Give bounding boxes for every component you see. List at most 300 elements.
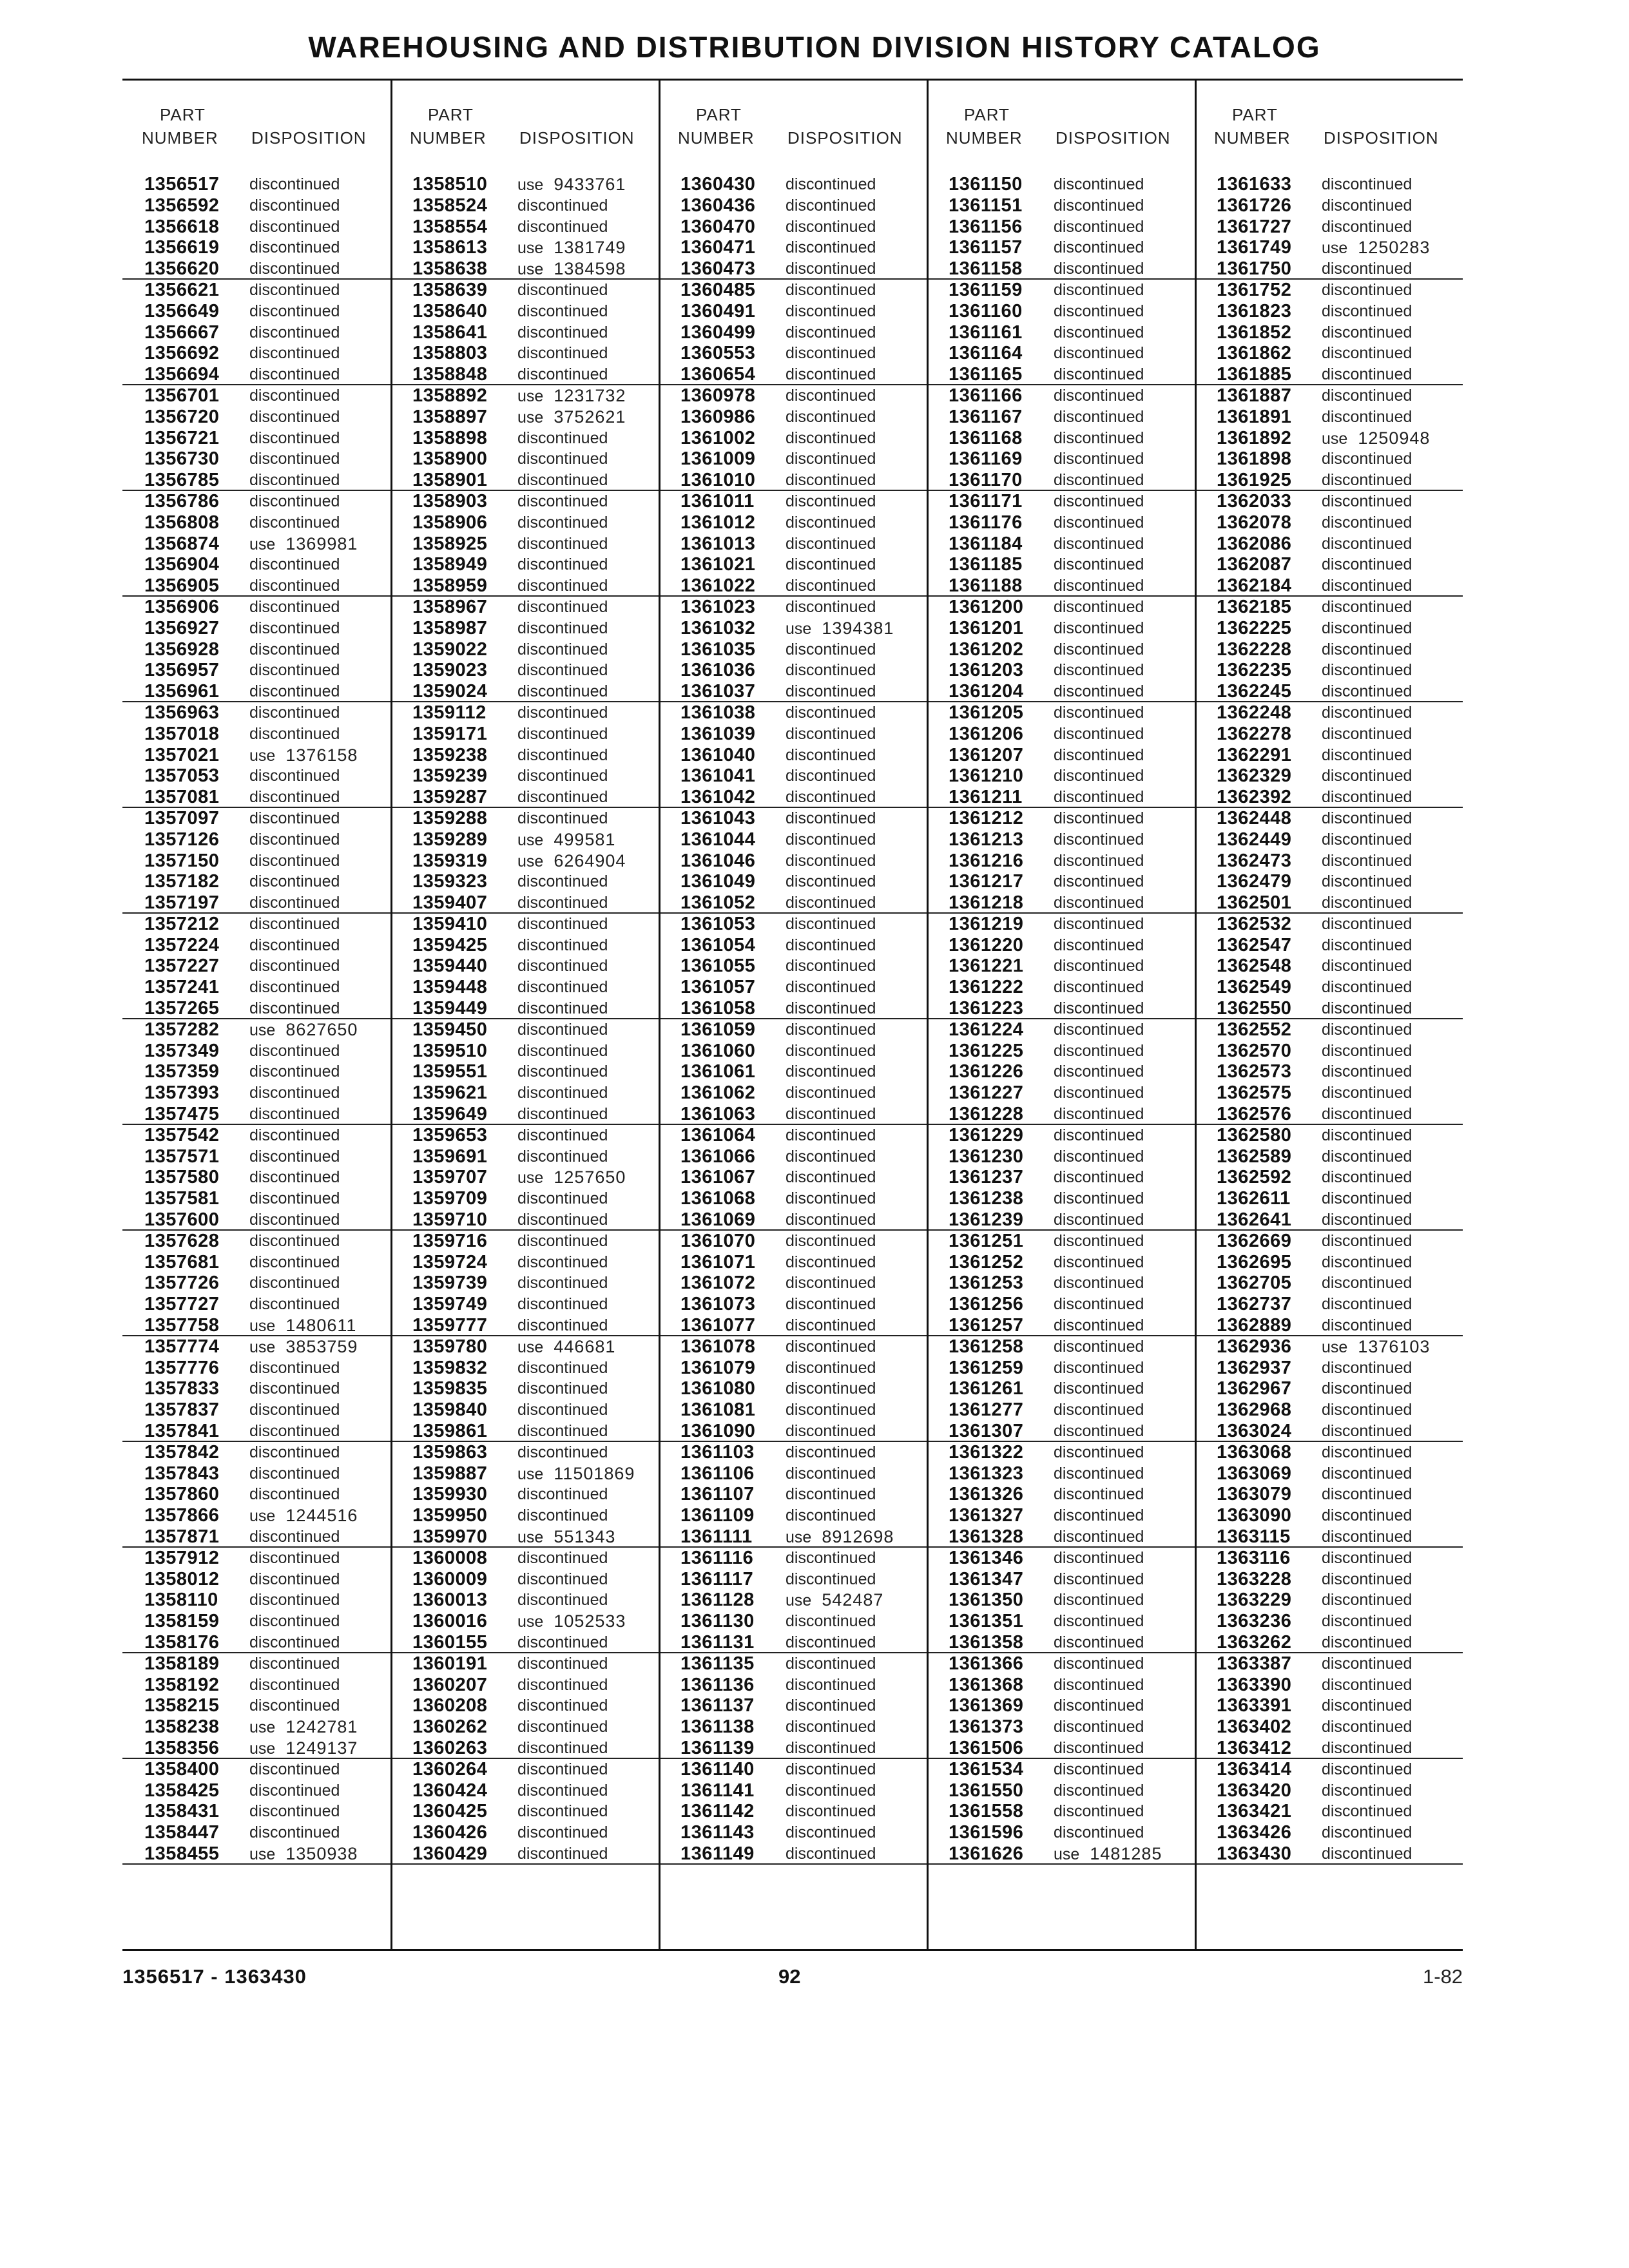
disposition: discontinued	[249, 1084, 340, 1102]
table-row	[122, 1104, 390, 1125]
footer-part-range: 1356517 - 1363430	[122, 1965, 307, 1988]
table-row	[122, 1252, 390, 1273]
part-number: 1361066	[680, 1146, 756, 1167]
part-number: 1361218	[949, 892, 1024, 914]
table-row	[659, 216, 927, 238]
replacement-part-number: 3853759	[285, 1336, 358, 1356]
part-number: 1363262	[1217, 1631, 1292, 1653]
disposition: discontinued	[249, 682, 340, 701]
disposition: discontinued	[1054, 407, 1144, 426]
table-row	[659, 470, 927, 491]
disposition: discontinued	[517, 1654, 608, 1673]
disposition: discontinued	[786, 1823, 876, 1842]
replacement-part-number: 446681	[554, 1336, 616, 1356]
table-row	[927, 575, 1195, 597]
disposition: discontinued	[786, 724, 876, 743]
part-number: 1356620	[144, 258, 220, 280]
table-row	[390, 1378, 659, 1399]
part-number: 1360553	[680, 343, 756, 364]
disposition: discontinued	[786, 492, 876, 510]
table-row	[1195, 660, 1463, 681]
disposition: discontinued	[786, 407, 876, 426]
table-row	[659, 914, 927, 935]
part-number: 1361022	[680, 575, 756, 597]
disposition: discontinued	[786, 682, 876, 701]
part-number: 1359832	[412, 1357, 488, 1378]
table-row	[122, 765, 390, 787]
table-row	[659, 448, 927, 470]
table-row	[659, 258, 927, 280]
part-number: 1361137	[680, 1695, 755, 1716]
disposition: discontinued	[1054, 872, 1144, 891]
table-row	[927, 1505, 1195, 1526]
disposition: discontinued	[786, 1464, 876, 1483]
table-row	[390, 871, 659, 892]
disposition: discontinued	[1054, 513, 1144, 532]
disposition: discontinued	[786, 238, 876, 257]
part-number: 1359450	[412, 1019, 488, 1040]
part-number: 1361727	[1217, 216, 1292, 237]
table-row	[927, 871, 1195, 892]
disposition: discontinued	[786, 809, 876, 827]
part-number: 1361077	[680, 1315, 756, 1336]
table-row	[122, 364, 390, 385]
disposition: discontinued	[786, 1422, 876, 1441]
part-number: 1362501	[1217, 892, 1292, 914]
table-row	[1195, 470, 1463, 491]
disposition: discontinued	[249, 1781, 340, 1800]
table-row	[659, 428, 927, 449]
table-row	[390, 1358, 659, 1379]
table-row	[659, 174, 927, 195]
part-number: 1360424	[412, 1780, 488, 1801]
part-number: 1361053	[680, 913, 756, 934]
part-number: 1357393	[144, 1082, 220, 1104]
disposition: discontinued	[517, 1443, 608, 1461]
table-row	[659, 871, 927, 892]
table-row	[122, 258, 390, 280]
disposition: discontinued	[1322, 1823, 1412, 1842]
disposition: discontinued	[249, 999, 340, 1018]
disposition: discontinued	[1054, 936, 1144, 954]
part-number: 1362185	[1217, 596, 1292, 617]
part-number: 1359863	[412, 1441, 488, 1463]
part-number: 1362641	[1217, 1209, 1292, 1231]
table-row	[1195, 1167, 1463, 1188]
disposition: discontinued	[249, 323, 340, 341]
table-row	[390, 1653, 659, 1675]
disposition: discontinued	[517, 788, 608, 807]
table-row	[122, 533, 390, 555]
disposition: discontinued	[517, 217, 608, 236]
replacement-part-number: 1350938	[285, 1843, 358, 1863]
disposition: use 1376158	[249, 745, 358, 765]
disposition: discontinued	[517, 1738, 608, 1757]
disposition: discontinued	[249, 957, 340, 975]
disposition: discontinued	[1322, 1760, 1412, 1778]
part-number: 1360191	[412, 1653, 488, 1674]
table-row	[1195, 1125, 1463, 1146]
disposition: use 3853759	[249, 1336, 358, 1356]
disposition: discontinued	[517, 767, 608, 785]
table-row	[390, 575, 659, 597]
disposition: discontinued	[1054, 1760, 1144, 1778]
part-number: 1356927	[144, 617, 220, 639]
disposition: discontinued	[249, 302, 340, 320]
part-number: 1356720	[144, 406, 220, 427]
table-row	[1195, 554, 1463, 575]
table-row	[927, 1463, 1195, 1485]
disposition: use 1481285	[1054, 1843, 1162, 1863]
disposition: discontinued	[517, 957, 608, 975]
table-row	[927, 1695, 1195, 1716]
disposition: use 11501869	[517, 1463, 635, 1483]
disposition: discontinued	[786, 1062, 876, 1081]
table-row	[1195, 1082, 1463, 1104]
part-number: 1362570	[1217, 1040, 1292, 1061]
part-number: 1356904	[144, 554, 220, 575]
disposition: discontinued	[517, 809, 608, 827]
disposition: discontinued	[249, 217, 340, 236]
part-number: 1361346	[949, 1547, 1024, 1568]
table-row	[390, 407, 659, 428]
part-number: 1361251	[949, 1230, 1024, 1251]
table-row	[927, 1358, 1195, 1379]
table-row	[659, 681, 927, 702]
table-row	[927, 364, 1195, 385]
disposition: discontinued	[1322, 1358, 1412, 1377]
part-number: 1361202	[949, 639, 1024, 660]
disposition: discontinued	[517, 1823, 608, 1842]
disposition: discontinued	[1054, 344, 1144, 363]
table-row	[1195, 1822, 1463, 1843]
bottom-rule	[122, 1949, 1463, 1951]
part-number: 1362575	[1217, 1082, 1292, 1104]
part-number: 1363414	[1217, 1758, 1292, 1780]
disposition: discontinued	[786, 1168, 876, 1187]
part-number: 1361158	[949, 258, 1023, 280]
table-row	[1195, 533, 1463, 555]
disposition: discontinued	[249, 1528, 340, 1546]
part-number: 1357021	[144, 744, 220, 765]
table-row	[659, 1378, 927, 1399]
disposition: discontinued	[517, 894, 608, 912]
disposition: discontinued	[517, 745, 608, 764]
table-row	[122, 1843, 390, 1865]
disposition: discontinued	[249, 1189, 340, 1208]
disposition: discontinued	[1054, 1316, 1144, 1335]
disposition: discontinued	[1054, 1548, 1144, 1567]
part-number: 1361002	[680, 427, 756, 448]
table-row	[927, 322, 1195, 343]
header-disposition-label: DISPOSITION	[1055, 128, 1171, 148]
table-row	[927, 1526, 1195, 1548]
part-number: 1359510	[412, 1040, 488, 1061]
part-number: 1357053	[144, 765, 220, 787]
disposition: discontinued	[249, 175, 340, 193]
disposition: discontinued	[1054, 914, 1144, 933]
table-row	[390, 1336, 659, 1358]
disposition: discontinued	[1322, 1274, 1412, 1293]
disposition: discontinued	[1054, 1253, 1144, 1271]
table-row	[659, 956, 927, 977]
disposition: discontinued	[1322, 745, 1412, 764]
part-number: 1361170	[949, 470, 1023, 491]
disposition: discontinued	[517, 302, 608, 320]
disposition: discontinued	[786, 175, 876, 193]
replacement-part-number: 1376103	[1358, 1336, 1431, 1356]
table-row	[927, 1209, 1195, 1231]
table-row	[1195, 935, 1463, 956]
part-number: 1361221	[949, 956, 1024, 977]
table-row	[659, 1442, 927, 1463]
table-row	[1195, 892, 1463, 914]
part-number: 1361151	[949, 195, 1023, 216]
table-row	[927, 195, 1195, 216]
disposition: discontinued	[1322, 1422, 1412, 1441]
table-row	[1195, 1104, 1463, 1125]
disposition: discontinued	[1054, 175, 1144, 193]
table-row	[659, 808, 927, 829]
disposition: discontinued	[1322, 788, 1412, 807]
disposition: discontinued	[1054, 1823, 1144, 1842]
table-row	[122, 935, 390, 956]
table-row	[122, 1019, 390, 1041]
table-row	[122, 1822, 390, 1843]
table-row	[1195, 702, 1463, 724]
disposition: discontinued	[249, 788, 340, 807]
table-row	[1195, 343, 1463, 364]
table-row	[1195, 195, 1463, 216]
disposition: discontinued	[517, 1358, 608, 1377]
column-header	[659, 105, 927, 157]
table-row	[927, 1082, 1195, 1104]
table-row	[1195, 597, 1463, 618]
disposition: discontinued	[786, 1295, 876, 1314]
table-row	[927, 1632, 1195, 1653]
disposition: discontinued	[517, 280, 608, 299]
part-number: 1361049	[680, 871, 756, 892]
disposition: discontinued	[786, 1506, 876, 1525]
replacement-part-number: 9433761	[554, 175, 626, 194]
part-number: 1361358	[949, 1631, 1024, 1653]
part-number: 1358012	[144, 1568, 220, 1590]
table-row	[927, 660, 1195, 681]
part-number: 1363421	[1217, 1801, 1292, 1822]
disposition: discontinued	[1054, 302, 1144, 320]
column-divider	[1195, 81, 1197, 1949]
disposition: discontinued	[517, 1591, 608, 1610]
disposition: discontinued	[1054, 1126, 1144, 1144]
table-row	[659, 892, 927, 914]
part-number: 1361229	[949, 1124, 1024, 1146]
part-number: 1359710	[412, 1209, 488, 1231]
part-number: 1361044	[680, 829, 756, 850]
footer-page-number: 92	[778, 1965, 801, 1988]
column-divider	[390, 81, 392, 1949]
part-number: 1361366	[949, 1653, 1024, 1674]
disposition: discontinued	[786, 999, 876, 1018]
part-number: 1360207	[412, 1674, 488, 1695]
table-row	[390, 618, 659, 639]
table-row	[659, 343, 927, 364]
table-row	[122, 1188, 390, 1209]
catalog-table	[122, 81, 1463, 1949]
part-number: 1359707	[412, 1167, 488, 1188]
part-number: 1359171	[412, 723, 488, 744]
table-row	[927, 745, 1195, 766]
part-number: 1361220	[949, 934, 1024, 956]
disposition: discontinued	[1322, 957, 1412, 975]
part-number: 1361052	[680, 892, 756, 914]
disposition: discontinued	[517, 1062, 608, 1081]
part-number: 1361252	[949, 1251, 1024, 1273]
part-number: 1362184	[1217, 575, 1292, 597]
disposition: discontinued	[249, 661, 340, 680]
table-row	[1195, 1484, 1463, 1505]
part-number: 1361037	[680, 681, 756, 702]
table-row	[1195, 724, 1463, 745]
table-row	[659, 237, 927, 258]
table-row	[390, 1231, 659, 1252]
table-row	[927, 808, 1195, 829]
part-number: 1361165	[949, 364, 1023, 385]
table-row	[390, 808, 659, 829]
disposition: use 446681	[517, 1336, 616, 1356]
part-number: 1362669	[1217, 1230, 1292, 1251]
table-row	[927, 977, 1195, 998]
disposition: discontinued	[517, 1041, 608, 1060]
part-number: 1362576	[1217, 1104, 1292, 1125]
part-number: 1360470	[680, 216, 756, 237]
part-number: 1359288	[412, 807, 488, 829]
table-row	[1195, 1738, 1463, 1759]
part-number: 1359653	[412, 1124, 488, 1146]
disposition: discontinued	[1054, 1147, 1144, 1166]
part-number: 1361239	[949, 1209, 1024, 1231]
disposition: discontinued	[786, 534, 876, 553]
disposition: discontinued	[1054, 450, 1144, 468]
table-row	[927, 237, 1195, 258]
table-row	[659, 977, 927, 998]
disposition: discontinued	[1322, 217, 1412, 236]
disposition: discontinued	[517, 1718, 608, 1736]
disposition: discontinued	[517, 1548, 608, 1567]
table-row	[122, 956, 390, 977]
table-row	[122, 1801, 390, 1822]
table-row	[659, 765, 927, 787]
table-row	[390, 914, 659, 935]
table-row	[1195, 301, 1463, 322]
table-row	[1195, 681, 1463, 702]
part-number: 1361887	[1217, 385, 1292, 406]
part-number: 1361256	[949, 1294, 1024, 1315]
part-number: 1361117	[680, 1568, 754, 1590]
disposition: discontinued	[1054, 534, 1144, 553]
disposition: discontinued	[786, 914, 876, 933]
table-row	[390, 1104, 659, 1125]
disposition: discontinued	[786, 1760, 876, 1778]
part-number: 1361227	[949, 1082, 1024, 1104]
part-number: 1361063	[680, 1104, 756, 1125]
disposition: discontinued	[1322, 1316, 1412, 1335]
table-row	[1195, 1843, 1463, 1865]
part-number: 1357866	[144, 1505, 220, 1526]
part-number: 1362547	[1217, 934, 1292, 956]
table-row	[122, 470, 390, 491]
table-row	[927, 1759, 1195, 1780]
disposition: discontinued	[517, 196, 608, 215]
table-row	[122, 1653, 390, 1675]
part-number: 1361142	[680, 1801, 755, 1822]
disposition: discontinued	[786, 513, 876, 532]
part-number: 1359716	[412, 1230, 488, 1251]
disposition: discontinued	[517, 724, 608, 743]
table-row	[390, 1041, 659, 1062]
disposition: discontinued	[517, 555, 608, 574]
part-number: 1361228	[949, 1104, 1024, 1125]
table-row	[122, 343, 390, 364]
part-number: 1362449	[1217, 829, 1292, 850]
table-row	[659, 1061, 927, 1082]
part-number: 1356692	[144, 343, 220, 364]
part-number: 1362968	[1217, 1399, 1292, 1421]
table-row	[927, 533, 1195, 555]
table-row	[659, 1421, 927, 1442]
table-row	[122, 1442, 390, 1463]
table-row	[927, 1252, 1195, 1273]
table-row	[1195, 1146, 1463, 1168]
part-number: 1361368	[949, 1674, 1024, 1695]
part-number: 1361138	[680, 1716, 755, 1738]
table-row	[659, 575, 927, 597]
replacement-part-number: 499581	[554, 829, 616, 849]
disposition: use 6264904	[517, 850, 626, 870]
disposition: discontinued	[1322, 640, 1412, 658]
disposition: discontinued	[1322, 1253, 1412, 1271]
part-number: 1362078	[1217, 512, 1292, 533]
table-row	[390, 639, 659, 660]
table-row	[1195, 428, 1463, 449]
disposition: discontinued	[1322, 513, 1412, 532]
part-number: 1360013	[412, 1590, 488, 1611]
part-number: 1356694	[144, 364, 220, 385]
part-number: 1360654	[680, 364, 756, 385]
part-number: 1361307	[949, 1421, 1024, 1442]
table-row	[1195, 1716, 1463, 1738]
part-number: 1362550	[1217, 998, 1292, 1019]
part-number: 1359551	[412, 1061, 488, 1082]
table-row	[659, 1252, 927, 1273]
part-number: 1361038	[680, 702, 756, 723]
disposition: discontinued	[1322, 703, 1412, 722]
table-row	[1195, 914, 1463, 935]
replacement-part-number: 8627650	[285, 1019, 358, 1039]
table-row	[390, 470, 659, 491]
replacement-part-number: 8912698	[822, 1527, 894, 1546]
column-rows	[927, 174, 1195, 1865]
disposition: discontinued	[1054, 1612, 1144, 1631]
part-number: 1361021	[680, 554, 756, 575]
disposition: discontinued	[1054, 577, 1144, 595]
disposition: discontinued	[1054, 1295, 1144, 1314]
part-number: 1358925	[412, 533, 488, 554]
part-number: 1360499	[680, 322, 756, 343]
disposition: discontinued	[1322, 809, 1412, 827]
table-row	[122, 871, 390, 892]
disposition: use 1394381	[786, 618, 894, 638]
disposition: discontinued	[1322, 1591, 1412, 1610]
